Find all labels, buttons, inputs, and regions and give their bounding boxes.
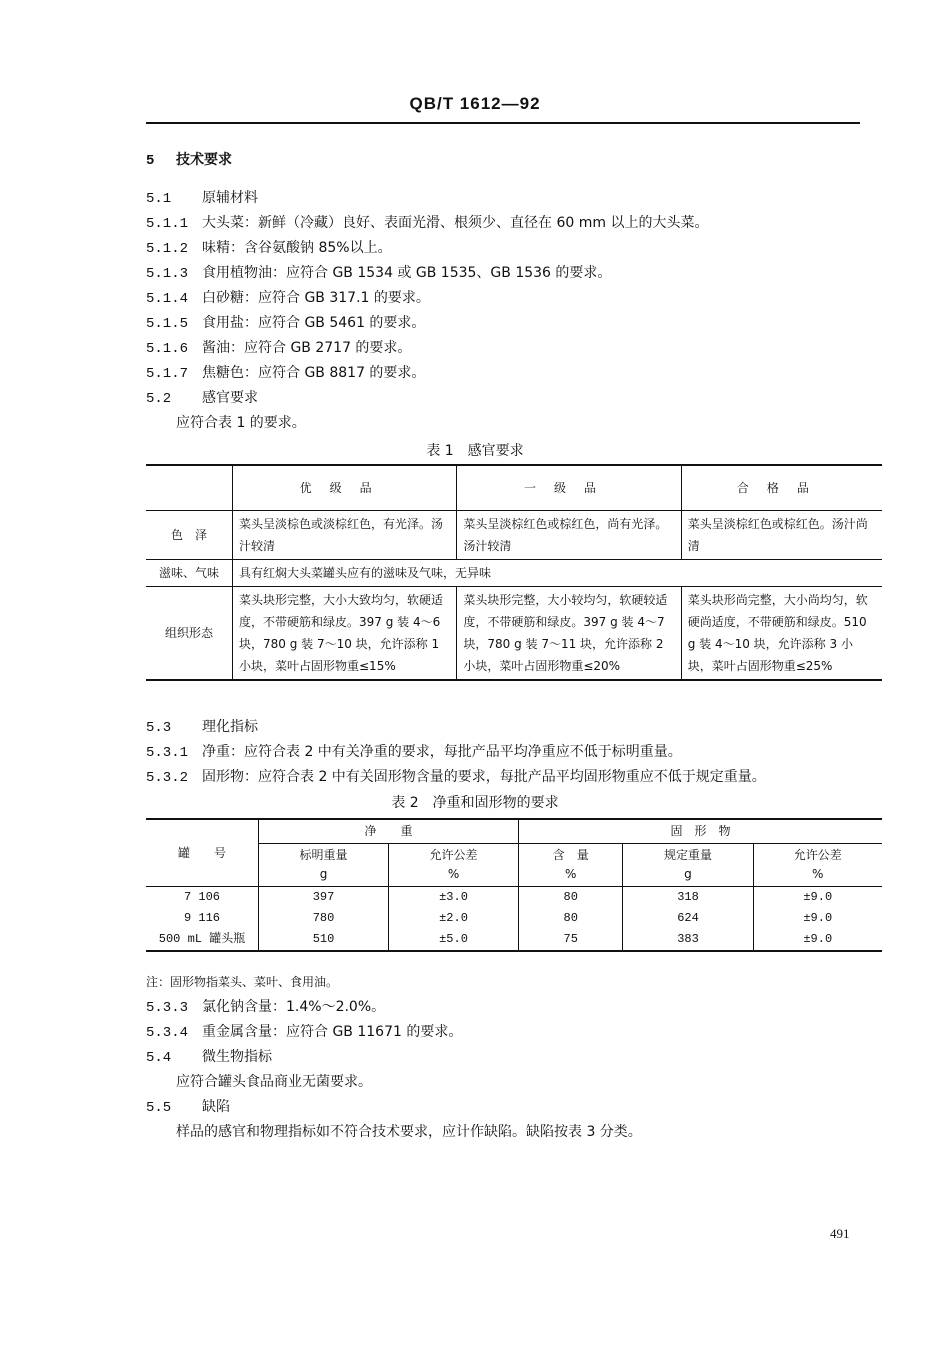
clause-5-1-3 bbox=[146, 263, 611, 284]
section-number: 5.1 bbox=[146, 191, 172, 207]
cell: ±2.0 bbox=[389, 908, 519, 929]
cell: 80 bbox=[519, 887, 623, 909]
section-title: 技术要求 bbox=[176, 152, 232, 168]
header-grade-first: 一级品 bbox=[457, 465, 681, 511]
clause-text: 氯化钠含量：1.4%～2.0%。 bbox=[202, 999, 386, 1015]
cell: 7 106 bbox=[146, 887, 259, 909]
clause-text: 净重：应符合表 2 中有关净重的要求，每批产品平均净重应不低于标明重量。 bbox=[202, 744, 682, 760]
header-text: 规定重量 bbox=[663, 848, 712, 862]
clause-5-1-6 bbox=[146, 338, 411, 359]
header-text: 标明重量 bbox=[299, 848, 348, 862]
cell: 菜头呈淡棕红色或棕红色。汤汁尚清 bbox=[681, 511, 882, 560]
cell: ±9.0 bbox=[803, 911, 833, 925]
clause-5-1-2 bbox=[146, 238, 392, 259]
clause-5-3-1 bbox=[146, 742, 682, 763]
clause-5-3-4 bbox=[146, 1022, 462, 1043]
clause-number: 5.1.7 bbox=[146, 366, 189, 382]
clause-5-3-3 bbox=[146, 997, 385, 1018]
header-text: 允许公差 bbox=[429, 848, 478, 862]
header-text: 允许公差 bbox=[793, 848, 842, 862]
clause-number: 5.1.3 bbox=[146, 266, 189, 282]
clause-5-3-2 bbox=[146, 767, 766, 788]
clause-text: 食用盐：应符合 GB 5461 的要求。 bbox=[202, 315, 426, 331]
header-specified-weight bbox=[623, 844, 753, 887]
header-unit: g bbox=[684, 867, 692, 881]
table-row bbox=[146, 929, 882, 951]
section-title: 感官要求 bbox=[202, 390, 258, 406]
clause-number: 5.3.2 bbox=[146, 770, 189, 786]
cell: 624 bbox=[623, 908, 753, 929]
section-number: 5.2 bbox=[146, 391, 172, 407]
section-number: 5 bbox=[146, 153, 155, 169]
header-labeled-weight bbox=[259, 844, 389, 887]
cell: 510 bbox=[259, 929, 389, 951]
header-net-tolerance bbox=[389, 844, 519, 887]
table-1-sensory bbox=[146, 464, 882, 681]
clause-number: 5.3.3 bbox=[146, 1000, 189, 1016]
section-title: 缺陷 bbox=[202, 1099, 230, 1115]
header-unit: g bbox=[319, 867, 328, 881]
cell: ±5.0 bbox=[389, 929, 519, 951]
clause-text: 重金属含量：应符合 GB 11671 的要求。 bbox=[202, 1024, 463, 1040]
section-title: 理化指标 bbox=[202, 719, 258, 735]
section-number: 5.4 bbox=[146, 1050, 172, 1066]
section-title: 原辅材料 bbox=[202, 190, 258, 206]
row-label-texture: 组织形态 bbox=[146, 587, 233, 681]
clause-text: 食用植物油：应符合 GB 1534 或 GB 1535、GB 1536 的要求。 bbox=[202, 265, 612, 281]
clause-number: 5.1.4 bbox=[146, 291, 189, 307]
header-unit: % bbox=[812, 867, 824, 881]
table-corner-cell bbox=[146, 465, 233, 511]
section-5-2-body: 应符合表 1 的要求。 bbox=[176, 415, 306, 431]
table-row bbox=[146, 587, 882, 681]
clause-text: 大头菜：新鲜（冷藏）良好、表面光滑、根须少、直径在 60 mm 以上的大头菜。 bbox=[202, 215, 709, 231]
cell: 75 bbox=[519, 929, 623, 951]
clause-5-1-4 bbox=[146, 288, 430, 309]
clause-text: 白砂糖：应符合 GB 317.1 的要求。 bbox=[202, 290, 430, 306]
section-number: 5.5 bbox=[146, 1100, 172, 1116]
header-text: 含 量 bbox=[552, 848, 589, 862]
cell: 菜头块形尚完整，大小尚均匀，软硬尚适度，不带硬筋和绿皮。510 g 装 4～10 块，允许添称 3 小块，菜叶占固形物重≤25% bbox=[687, 593, 868, 673]
clause-number: 5.3.1 bbox=[146, 745, 189, 761]
section-5-4 bbox=[146, 1047, 272, 1068]
clause-text: 酱油：应符合 GB 2717 的要求。 bbox=[202, 340, 412, 356]
table-header-row bbox=[146, 819, 882, 844]
section-5-4-body: 应符合罐头食品商业无菌要求。 bbox=[176, 1074, 372, 1090]
table-row bbox=[146, 908, 882, 929]
cell: 菜头块形完整，大小较均匀，软硬较适度，不带硬筋和绿皮。397 g 装 4～7 块，780 g 装 7～11 块，允许添称 2 小块，菜叶占固形物重≤20% bbox=[457, 587, 681, 681]
header-unit: % bbox=[447, 867, 460, 881]
header-unit: % bbox=[565, 867, 577, 881]
clause-5-1-5 bbox=[146, 313, 425, 334]
section-5-2 bbox=[146, 388, 258, 409]
clause-number: 5.1.2 bbox=[146, 241, 189, 257]
cell: ±9.0 bbox=[803, 890, 833, 904]
section-5-heading bbox=[146, 150, 232, 171]
section-5-1 bbox=[146, 188, 258, 209]
clause-number: 5.1.5 bbox=[146, 316, 189, 332]
clause-number: 5.1.1 bbox=[146, 216, 189, 232]
header-grade-qualified: 合格品 bbox=[681, 465, 882, 511]
section-5-3 bbox=[146, 717, 258, 738]
clause-number: 5.1.6 bbox=[146, 341, 189, 357]
table-header-row bbox=[146, 465, 882, 511]
table-row bbox=[146, 560, 882, 587]
cell: ±3.0 bbox=[389, 887, 519, 909]
clause-number: 5.3.4 bbox=[146, 1025, 189, 1041]
cell: ±9.0 bbox=[803, 932, 833, 946]
clause-text: 焦糖色：应符合 GB 8817 的要求。 bbox=[202, 365, 426, 381]
cell: 318 bbox=[623, 887, 753, 909]
cell: 菜头块形完整，大小大致均匀，软硬适度，不带硬筋和绿皮。397 g 装 4～6 块，780 g 装 7～10 块，允许添称 1 小块，菜叶占固形物重≤15% bbox=[233, 587, 457, 681]
cell: 397 bbox=[259, 887, 389, 909]
section-number: 5.3 bbox=[146, 720, 172, 736]
header-grade-excellent: 优级品 bbox=[233, 465, 457, 511]
clause-5-1-7 bbox=[146, 363, 425, 384]
table-2-weights bbox=[146, 818, 882, 952]
clause-5-1-1 bbox=[146, 213, 708, 234]
cell: 80 bbox=[519, 908, 623, 929]
table-row bbox=[146, 511, 882, 560]
cell: 500 mL 罐头瓶 bbox=[146, 929, 259, 951]
cell: 菜头呈淡棕红色或棕红色，尚有光泽。汤汁较清 bbox=[457, 511, 681, 560]
row-label-color: 色 泽 bbox=[146, 511, 233, 560]
clause-text: 味精：含谷氨酸钠 85%以上。 bbox=[202, 240, 392, 256]
document-header: QB/T 1612—92 bbox=[409, 94, 541, 113]
table-row bbox=[146, 887, 882, 909]
cell: 9 116 bbox=[146, 908, 259, 929]
row-label-taste: 滋味、气味 bbox=[146, 560, 233, 587]
table-2-note: 注：固形物指菜头、菜叶、食用油。 bbox=[146, 975, 339, 989]
section-5-5 bbox=[146, 1097, 230, 1118]
header-net-weight: 净 重 bbox=[259, 819, 519, 844]
cell: 383 bbox=[623, 929, 753, 951]
header-rule bbox=[146, 122, 860, 124]
cell: 菜头呈淡棕色或淡棕红色，有光泽。汤汁较清 bbox=[233, 511, 457, 560]
table-1-caption: 表 1 感官要求 bbox=[426, 443, 524, 459]
section-title: 微生物指标 bbox=[202, 1049, 272, 1065]
cell: 780 bbox=[259, 908, 389, 929]
table-2-caption: 表 2 净重和固形物的要求 bbox=[391, 795, 559, 811]
page-number: 491 bbox=[830, 1226, 850, 1241]
section-5-5-body: 样品的感官和物理指标如不符合技术要求，应计作缺陷。缺陷按表 3 分类。 bbox=[176, 1124, 642, 1140]
header-content bbox=[519, 844, 623, 887]
merged-cell: 具有红焖大头菜罐头应有的滋味及气味，无异味 bbox=[233, 560, 883, 587]
header-solid-tolerance bbox=[753, 844, 882, 887]
header-solids: 固 形 物 bbox=[519, 819, 882, 844]
clause-text: 固形物：应符合表 2 中有关固形物含量的要求，每批产品平均固形物重应不低于规定重量。 bbox=[202, 769, 766, 785]
header-can-number: 罐 号 bbox=[146, 819, 259, 887]
